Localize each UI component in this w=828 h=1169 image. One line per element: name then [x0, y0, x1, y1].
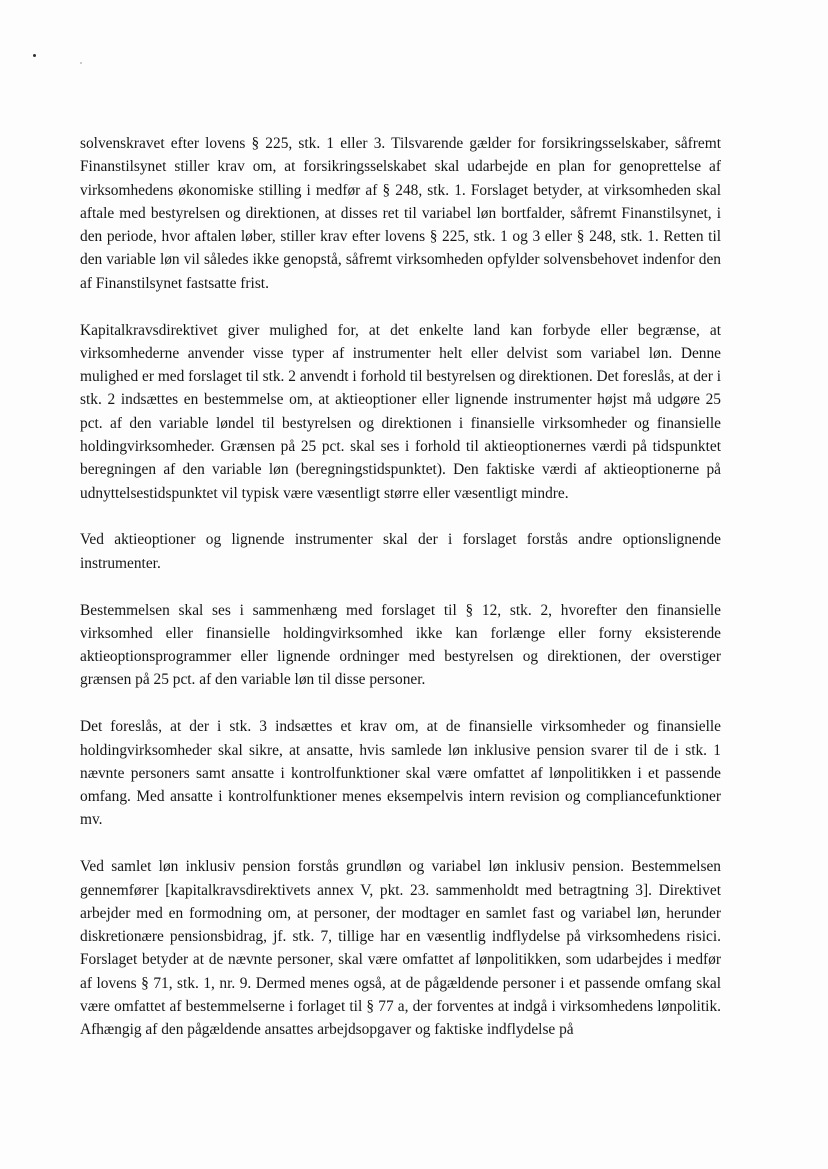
paragraph-solvency-requirement: solvenskravet efter lovens § 225, stk. 1 eller 3. Tilsvarende gælder for forsikringsselskaber, såfremt Finanstilsynet stiller krav om, at forsikringsselskabet skal udarbejde en plan for genoprettelse af virksomhedens økonomiske stilling i medfør af § 248, stk. 1. Forslaget betyder, at virksomheden skal aftale med bestyrelsen og direktionen, at disses ret til variabel løn bortfalder, såfremt Finanstilsynet, i den periode, hvor aftalen løber, stiller krav efter lovens § 225, stk. 1 og 3 eller § 248, stk. 1. Retten til den variable løn vil således ikke genopstå, såfremt virksomheden opfylder solvensbehovet indenfor den af Finanstilsynet fastsatte frist.	[80, 135, 721, 292]
scan-artifact-dot	[80, 62, 82, 64]
scan-artifact-dot	[33, 54, 36, 57]
document-body	[80, 132, 721, 1042]
paragraph-total-pay-definition: Ved samlet løn inklusiv pension forstås grundløn og variabel løn inklusiv pension. Bestemmelsen gennemfører [kapitalkravsdirektivets annex V, pkt. 23. sammenholdt med betragtning 3]. Direktivet arbejder med en formodning om, at personer, der modtager en samlet fast og variabel løn, herunder diskretionære pensionsbidrag, jf. stk. 7, tillige har en væsentlig indflydelse på virksomhedens risici. Forslaget betyder at de nævnte personer, skal være omfattet af lønpolitikken, som udarbejdes i medfør af lovens § 71, stk. 1, nr. 9. Dermed menes også, at de pågældende personer i et passende omfang skal være omfattet af bestemmelserne i forlaget til § 77 a, der forventes at indgå i virksomhedens lønpolitik. Afhængig af den pågældende ansattes arbejdsopgaver og faktiske indflydelse på	[80, 858, 721, 1039]
paragraph-capital-requirements-directive: Kapitalkravsdirektivet giver mulighed for, at det enkelte land kan forbyde eller begrænse, at virksomhederne anvender visse typer af instrumenter helt eller delvist som variabel løn. Denne mulighed er med forslaget til stk. 2 anvendt i forhold til bestyrelsen og direktionen. Det foreslås, at der i stk. 2 indsættes en bestemmelse om, at aktieoptioner eller lignende instrumenter højst må udgøre 25 pct. af den variable løndel til bestyrelsen og direktionen i finansielle virksomheder og finansielle holdingvirksomheder. Grænsen på 25 pct. skal ses i forhold til aktieoptionernes værdi på tidspunktet beregningen af den variable løn (beregningstidspunktet). Den faktiske værdi af aktieoptionerne på udnyttelsestidspunktet vil typisk være væsentligt større eller væsentligt mindre.	[80, 321, 721, 502]
paragraph-stock-options-definition: Ved aktieoptioner og lignende instrumenter skal der i forslaget forstås andre optionslignende instrumenter.	[80, 531, 721, 572]
paragraph-section-12-relation: Bestemmelsen skal ses i sammenhæng med forslaget til § 12, stk. 2, hvorefter den finansielle virksomhed eller finansielle holdingvirksomhed ikke kan forlænge eller forny eksisterende aktieoptionsprogrammer eller lignende ordninger med bestyrelsen og direktionen, der overstiger grænsen på 25 pct. af den variable løn til disse personer.	[80, 601, 721, 689]
paragraph-control-functions: Det foreslås, at der i stk. 3 indsættes et krav om, at de finansielle virksomheder og finansielle holdingvirksomheder skal sikre, at ansatte, hvis samlede løn inklusive pension svarer til de i stk. 1 nævnte personers samt ansatte i kontrolfunktioner skal være omfattet af lønpolitikken i et passende omfang. Med ansatte i kontrolfunktioner menes eksempelvis intern revision og compliancefunktioner mv.	[80, 718, 721, 829]
